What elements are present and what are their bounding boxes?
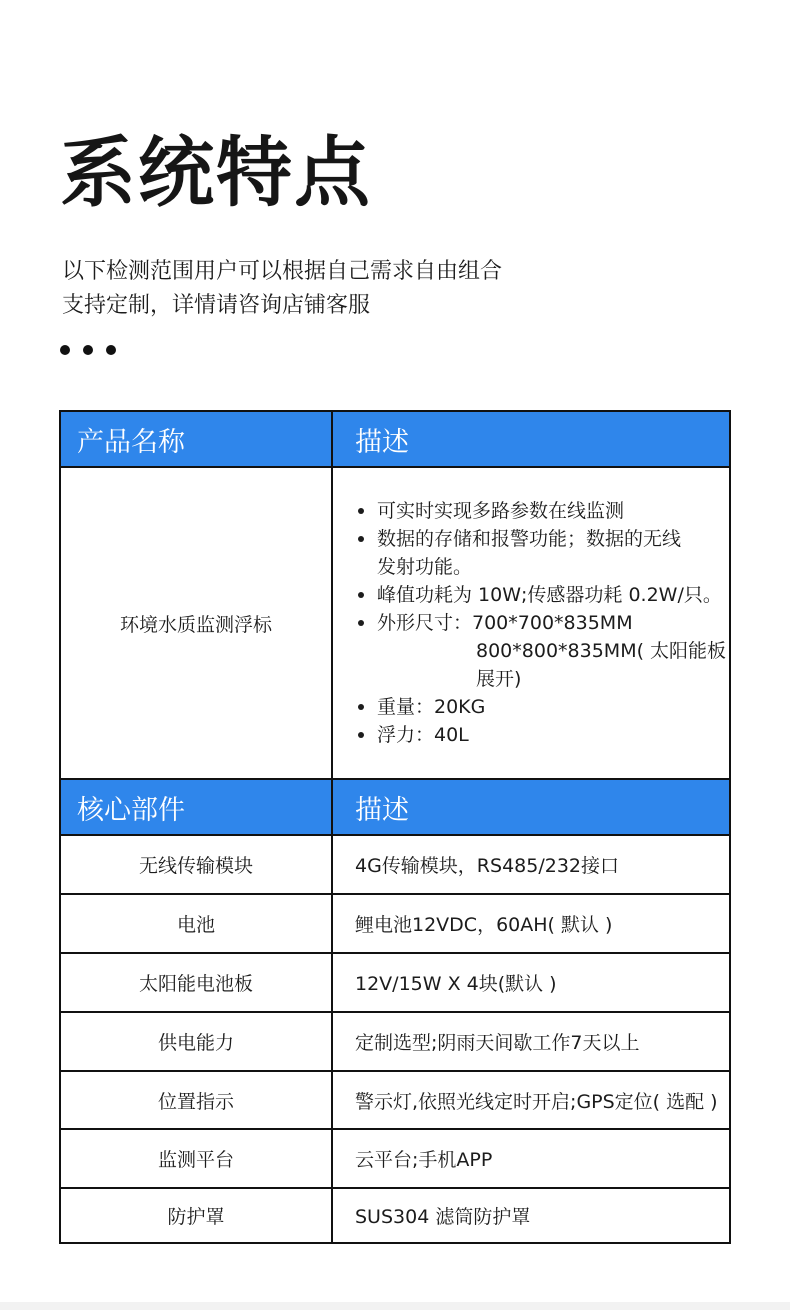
component-desc: 12V/15W X 4块(默认 ) [331, 954, 729, 1011]
component-name: 位置指示 [157, 1090, 234, 1113]
header-description: 描述 [331, 780, 729, 834]
header-product-name: 产品名称 [77, 426, 185, 458]
component-desc: 云平台;手机APP [331, 1130, 729, 1187]
component-name: 防护罩 [167, 1206, 225, 1228]
component-name: 监测平台 [157, 1149, 234, 1171]
component-name: 供电能力 [157, 1032, 234, 1054]
page-title: 系统特点 [60, 128, 372, 217]
decorative-dots [60, 340, 129, 350]
table-row [61, 952, 729, 1011]
list-item: 重量：20KG [355, 693, 726, 721]
dot-icon [60, 345, 70, 355]
table-row [61, 834, 729, 893]
component-desc: 定制选型;阴雨天间歇工作7天以上 [331, 1013, 729, 1070]
component-desc: 4G传输模块，RS485/232接口 [331, 836, 729, 893]
table-row [61, 1187, 729, 1242]
footer-divider [0, 1302, 790, 1310]
list-item: 可实时实现多路参数在线监测 [355, 497, 726, 525]
product-row [61, 466, 729, 778]
intro-line-1: 以下检测范围用户可以根据自己需求自由组合 [62, 259, 503, 284]
dot-icon [83, 345, 93, 355]
table-row [61, 1128, 729, 1187]
intro-text [62, 255, 502, 323]
product-name: 环境水质监测浮标 [119, 613, 272, 636]
table-header-components [61, 778, 729, 834]
dot-icon [106, 345, 116, 355]
feature-list [355, 497, 726, 749]
table-row [61, 893, 729, 952]
list-item: 外形尺寸：700*700*835MM 800*800*835MM( 太阳能板 展开) [355, 609, 726, 693]
spec-table [59, 410, 731, 1244]
component-desc: SUS304 滤筒防护罩 [331, 1189, 729, 1242]
header-core-parts: 核心部件 [77, 794, 185, 826]
table-header-product [61, 412, 729, 466]
component-name: 无线传输模块 [138, 855, 253, 877]
table-row [61, 1070, 729, 1128]
intro-line-2: 支持定制，详情请咨询店铺客服 [62, 293, 371, 318]
header-description: 描述 [331, 412, 729, 466]
component-name: 电池 [176, 914, 215, 936]
component-desc: 警示灯,依照光线定时开启;GPS定位( 选配 ) [331, 1072, 729, 1128]
list-item: 峰值功耗为 10W;传感器功耗 0.2W/只。 [355, 581, 726, 609]
component-desc: 鲤电池12VDC，60AH( 默认 ) [331, 895, 729, 952]
product-features [331, 468, 729, 778]
component-name: 太阳能电池板 [138, 973, 253, 995]
list-item: 浮力：40L [355, 721, 726, 749]
table-row [61, 1011, 729, 1070]
list-item: 数据的存储和报警功能；数据的无线 发射功能。 [355, 525, 726, 581]
